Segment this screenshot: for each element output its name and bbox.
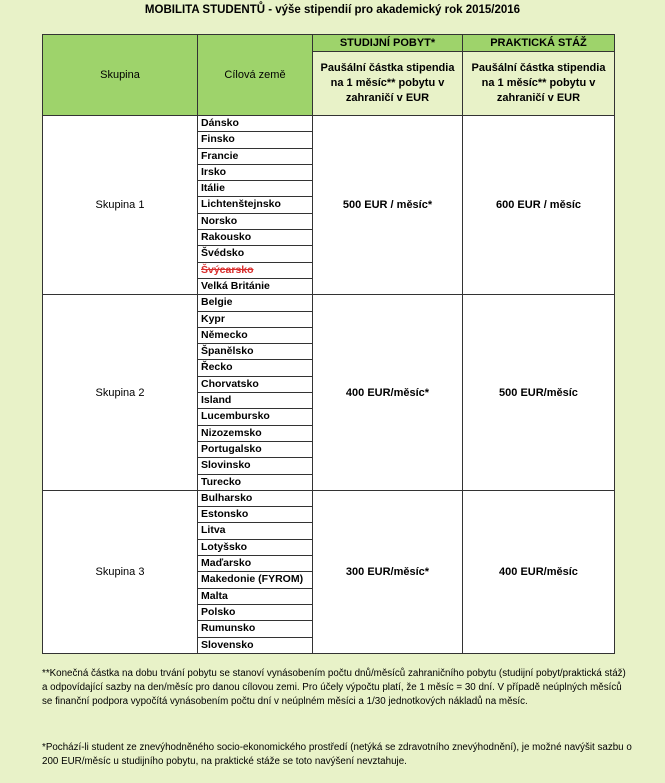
country-item: Lucembursko — [198, 409, 312, 425]
country-item: Slovensko — [201, 638, 254, 651]
group-row — [43, 295, 615, 491]
group-name: Skupina 1 — [43, 116, 198, 295]
country-item: Rakousko — [198, 230, 312, 246]
country-item: Norsko — [198, 214, 312, 230]
country-item: Portugalsko — [198, 442, 312, 458]
group-row — [43, 116, 615, 295]
country-item: Švédsko — [198, 246, 312, 262]
internship-rate: 400 EUR/měsíc — [463, 490, 615, 653]
footnote-double-star: **Konečná částka na dobu trvání pobytu se stanoví vynásobením počtu dnů/měsíců zahraničního pobytu (studijní pobyt/praktická stáž) a odpovídající sazby na den/měsíc pro danou cílovou zemi. Pro účely výpočtu platí, že 1 měsíc = 30 dní. V případě neúplných měsíců se finanční podpora vypočítá vynásobením počtu dní v neúplném měsíci a 1/30 jednotkových nákladů na měsíc. — [42, 668, 626, 707]
country-item: Německo — [198, 328, 312, 344]
country-list-cell — [198, 490, 313, 653]
country-item: Kypr — [198, 312, 312, 328]
country-item: Dánsko — [198, 116, 312, 132]
country-item: Litva — [198, 523, 312, 539]
study-rate: 400 EUR/měsíc* — [313, 295, 463, 491]
country-item: Lotyšsko — [198, 540, 312, 556]
country-item: Maďarsko — [198, 556, 312, 572]
country-list-cell — [198, 116, 313, 295]
internship-rate: 500 EUR/měsíc — [463, 295, 615, 491]
header-group: Skupina — [43, 35, 198, 116]
country-list — [198, 295, 312, 490]
header-country: Cílová země — [198, 35, 313, 116]
country-item: Bulharsko — [198, 491, 312, 507]
country-item: Turecko — [201, 475, 242, 488]
country-item: Lichtenštejnsko — [198, 197, 312, 213]
country-list — [198, 116, 312, 294]
group-row — [43, 490, 615, 653]
country-item: Španělsko — [198, 344, 312, 360]
country-item: Rumunsko — [198, 621, 312, 637]
country-item: Nizozemsko — [198, 426, 312, 442]
country-list — [198, 491, 312, 653]
country-item: Velká Británie — [201, 279, 270, 292]
study-rate: 500 EUR / měsíc* — [313, 116, 463, 295]
country-item: Malta — [198, 589, 312, 605]
country-item: Švýcarsko — [198, 263, 312, 279]
country-item: Francie — [198, 149, 312, 165]
country-list-cell — [198, 295, 313, 491]
grant-table — [42, 34, 615, 654]
header-internship-sub: Paušální částka stipendia na 1 měsíc** pobytu v zahraničí v EUR — [463, 52, 615, 116]
country-item: Island — [198, 393, 312, 409]
country-item: Itálie — [198, 181, 312, 197]
study-rate: 300 EUR/měsíc* — [313, 490, 463, 653]
page-title: MOBILITA STUDENTŮ - výše stipendií pro akademický rok 2015/2016 — [144, 4, 521, 16]
country-item: Estonsko — [198, 507, 312, 523]
header-study-sub: Paušální částka stipendia na 1 měsíc** pobytu v zahraničí v EUR — [313, 52, 463, 116]
internship-rate: 600 EUR / měsíc — [463, 116, 615, 295]
group-name: Skupina 3 — [43, 490, 198, 653]
header-study: STUDIJNÍ POBYT* — [313, 35, 463, 52]
header-internship: PRAKTICKÁ STÁŽ — [463, 35, 615, 52]
country-item: Makedonie (FYROM) — [198, 572, 312, 588]
country-item: Řecko — [198, 360, 312, 376]
country-item: Irsko — [198, 165, 312, 181]
country-item: Chorvatsko — [198, 377, 312, 393]
country-item: Slovinsko — [198, 458, 312, 474]
country-item: Polsko — [198, 605, 312, 621]
group-name: Skupina 2 — [43, 295, 198, 491]
footnote-single-star: *Pochází-li student ze znevýhodněného socio-ekonomického prostředí (netýká se zdravotního znevýhodnění), je možné navýšit sazbu o 200 EUR/měsíc u studijního pobytu, na praktické stáže se toto navýšení nevztahuje. — [42, 742, 632, 767]
country-item: Belgie — [198, 295, 312, 311]
country-item: Finsko — [198, 132, 312, 148]
